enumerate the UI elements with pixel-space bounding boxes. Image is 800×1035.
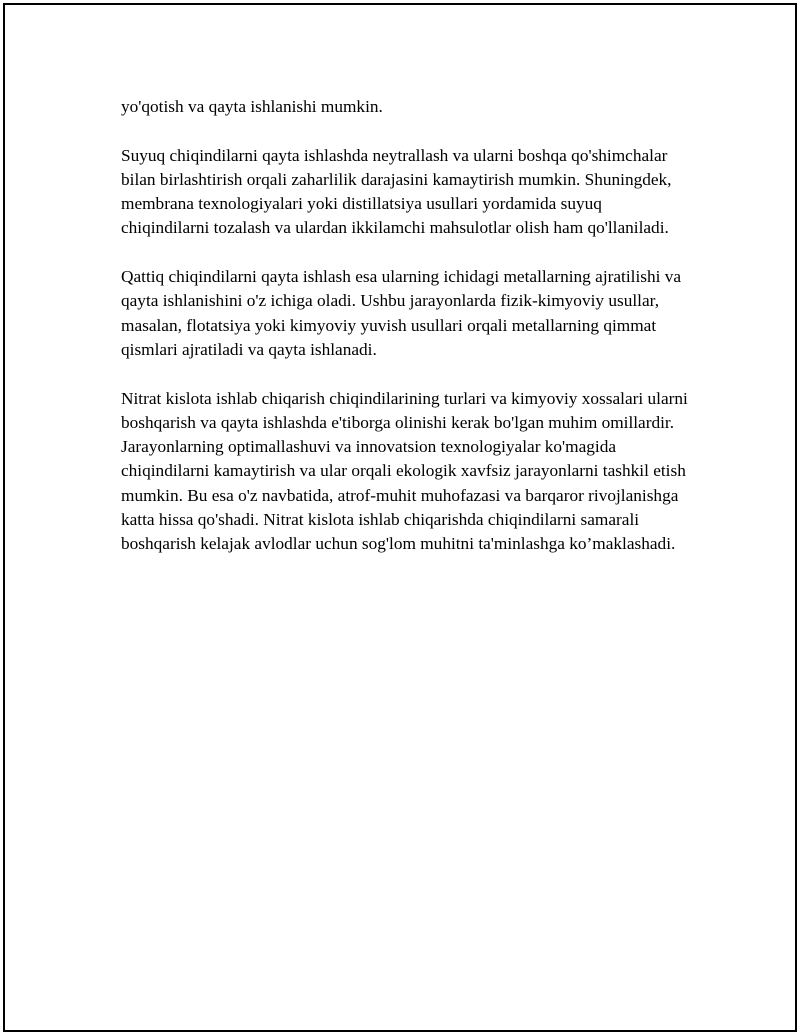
paragraph-liquid-waste: Suyuq chiqindilarni qayta ishlashda neytrallash va ularni boshqa qo'shimchalar bilan birlashtirish orqali zaharlilik darajasini kamaytirish mumkin. Shuningdek, membrana texnologiyalari yoki distillatsiya usullari yordamida suyuq chiqindilarni tozalash va ulardan ikkilamchi mahsulotlar olish ham qo'llaniladi. (121, 145, 672, 238)
page-frame (3, 3, 797, 1032)
paragraph-conclusion: Nitrat kislota ishlab chiqarish chiqindilarining turlari va kimyoviy xossalari ularni boshqarish va qayta ishlashda e'tiborga olinishi kerak bo'lgan muhim omillardir. Jarayonlarning optimallashuvi va innovatsion texnologiyalar ko'magida chiqindilarni kamaytirish va ular orqali ekologik xavfsiz jarayonlarni tashkil etish mumkin. Bu esa o'z navbatida, atrof-muhit muhofazasi va barqaror rivojlanishga katta hissa qo'shadi. Nitrat kislota ishlab chiqarishda chiqindilarni samarali boshqarish kelajak avlodlar uchun sog'lom muhitni ta'minlashga ko’maklashadi. (121, 388, 688, 554)
paragraph-solid-waste: Qattiq chiqindilarni qayta ishlash esa ularning ichidagi metallarning ajratilishi va qayta ishlanishini o'z ichiga oladi. Ushbu jarayonlarda fizik-kimyoviy usullar, masalan, flotatsiya yoki kimyoviy yuvish usullari orqali metallarning qimmat qismlari ajratiladi va qayta ishlanadi. (121, 267, 682, 359)
document-body (121, 95, 689, 581)
paragraph-continuation: yo'qotish va qayta ishlanishi mumkin. (121, 97, 383, 116)
